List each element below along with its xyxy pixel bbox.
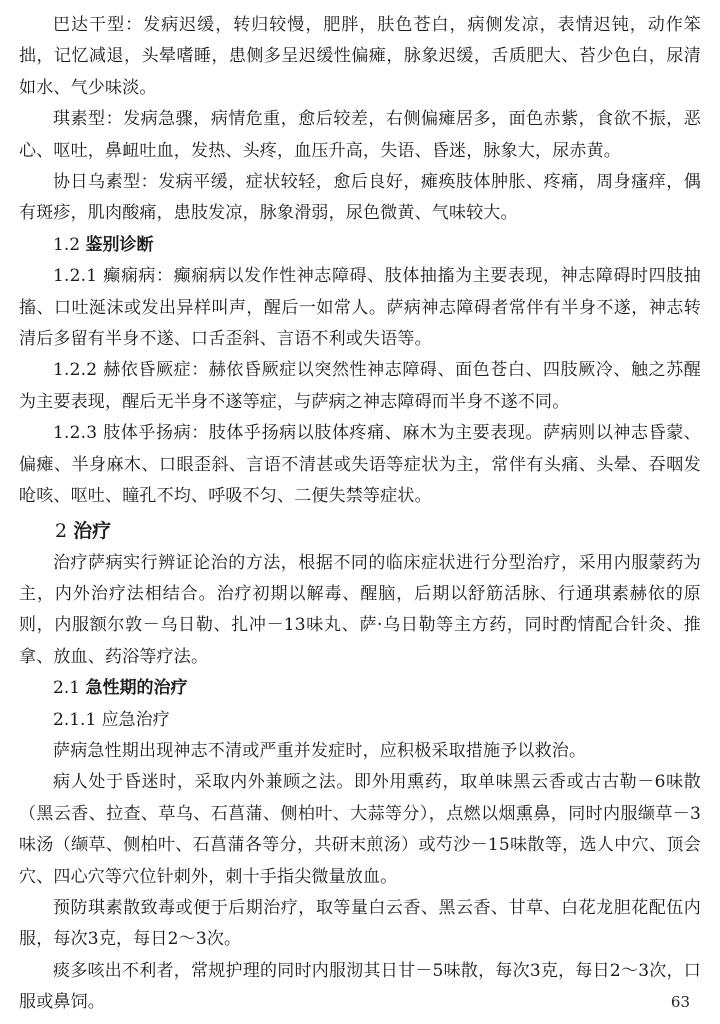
section-title: 鉴别诊断 [85, 234, 154, 255]
paragraph-heyi-syncope: 1.2.2 赫依昏厥症：赫依昏厥症以突然性神志障碍、面色苍白、四肢厥冷、触之苏醒为主要表现，醒后无半身不遂等症，与萨病之神志障碍而半身不遂不同。 [19, 360, 701, 412]
section-number: 1.2 [53, 234, 81, 255]
subsection-heading-2-1-1 [19, 705, 701, 736]
chapter-title: 治疗 [73, 519, 112, 542]
paragraph-emergency: 萨病急性期出现神志不清或严重并发症时，应积极采取措施予以救治。 [53, 740, 587, 761]
paragraph-xieriwusu-type: 协日乌素型：发病平缓，症状较轻，愈后良好，瘫痪肢体肿胀、疼痛，周身瘙痒，偶有斑疹，肌肉酸痛，患肢发凉，脉象滑弱，尿色微黄、气味较大。 [19, 172, 701, 224]
page-number: 63 [670, 993, 690, 1011]
paragraph-prevention: 预防琪素散致毒或便于后期治疗，取等量白云香、黑云香、甘草、白花龙胆花配伍内服，每次3克，每日2～3次。 [19, 897, 701, 950]
section-number: 2.1 [53, 678, 81, 699]
paragraph-phlegm: 痰多咳出不利者，常规护理的同时内服沏其日甘－5味散，每次3克，每日2～3次，口服或鼻饲。 [19, 960, 701, 1013]
paragraph-epilepsy: 1.2.1 癫痫病：癫痫病以发作性神志障碍、肢体抽搐为主要表现，神志障碍时四肢抽搐、口吐涎沫或发出异样叫声，醒后一如常人。萨病神志障碍者常伴有半身不遂，神志转清后多留有半身不遂、口舌歪斜、言语不利或失语等。 [19, 266, 701, 350]
section-heading-1-2 [19, 230, 701, 261]
paragraph-coma-treatment: 病人处于昏迷时，采取内外兼顾之法。即外用熏药，取单味黑云香或古古勒－6味散（黑云香、拉查、草乌、石菖蒲、侧柏叶、大蒜等分），点燃以烟熏鼻，同时内服缬草－3味汤（缬草、侧柏叶、石菖蒲各等分，共研末煎汤）或芍沙－15味散等，选人中穴、顶会穴、四心穴等穴位针刺外，刺十手指尖微量放血。 [19, 772, 701, 887]
paragraph-limb-disease: 1.2.3 肢体乎扬病：肢体乎扬病以肢体疼痛、麻木为主要表现。萨病则以神志昏蒙、偏瘫、半身麻木、口眼歪斜、言语不清甚或失语等症状为主，常伴有头痛、头晕、吞咽发呛咳、呕吐、瞳孔不均、呼吸不匀、二便失禁等症状。 [19, 423, 701, 507]
page-content [19, 10, 701, 1019]
paragraph-qisu-type: 琪素型：发病急骤，病情危重，愈后较差，右侧偏瘫居多，面色赤紫，食欲不振，恶心、呕吐，鼻衄吐血，发热、头疼，血压升高，失语、昏迷，脉象大，尿赤黄。 [19, 109, 701, 161]
section-heading-2-1 [19, 673, 701, 704]
chapter-heading-2 [19, 515, 701, 548]
paragraph-badagan-type: 巴达干型：发病迟缓，转归较慢，肥胖，肤色苍白，病侧发凉，表情迟钝，动作笨拙，记忆减退，头晕嗜睡，患侧多呈迟缓性偏瘫，脉象迟缓，舌质肥大、苔少色白，尿清如水、气少味淡。 [19, 15, 701, 98]
paragraph-treatment-intro: 治疗萨病实行辨证论治的方法，根据不同的临床症状进行分型治疗，采用内服蒙药为主，内外治疗法相结合。治疗初期以解毒、醒脑，后期以舒筋活脉、行通琪素赫依的原则，内服额尔敦－乌日勒、扎冲－13味丸、萨·乌日勒等主方药，同时酌情配合针灸、推拿、放血、药浴等疗法。 [19, 552, 701, 667]
chapter-number: 2 [55, 519, 68, 542]
section-title: 急性期的治疗 [85, 678, 188, 699]
subsection-title: 2.1.1 应急治疗 [53, 709, 170, 730]
